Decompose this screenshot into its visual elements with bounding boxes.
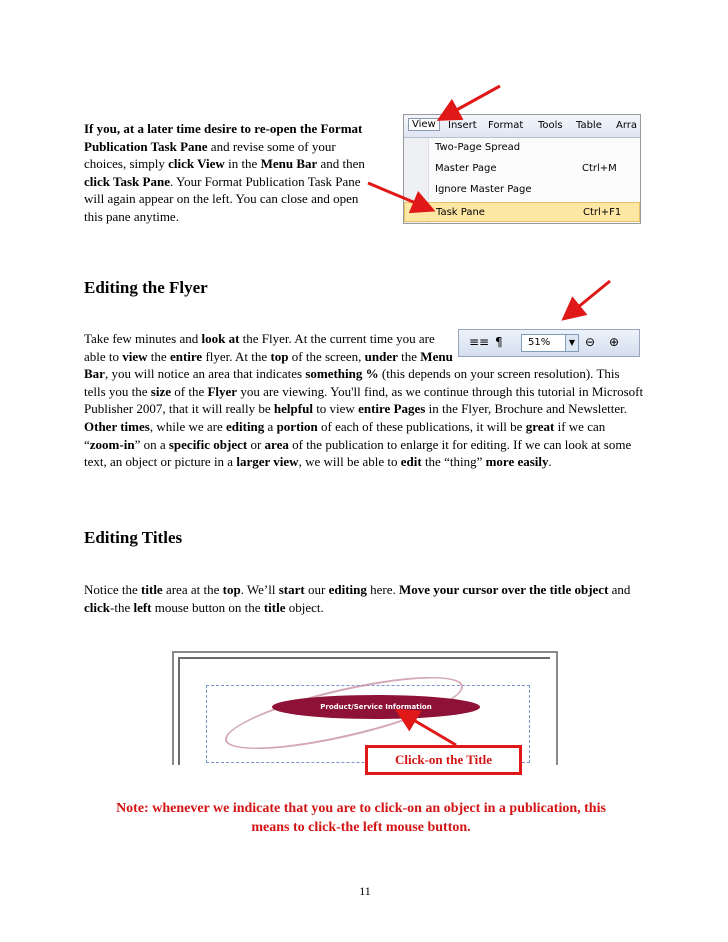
menu-item-shortcut: Ctrl+M	[582, 163, 617, 174]
text-run: something %	[305, 366, 379, 382]
flyer-paragraph	[84, 330, 644, 471]
menu-item-label: Master Page	[435, 163, 497, 174]
menu-item-label: Ignore Master Page	[435, 184, 532, 195]
menu-tools[interactable]: Tools	[538, 120, 563, 131]
menu-insert[interactable]: Insert	[448, 120, 477, 131]
menu-item-master-page[interactable]	[404, 159, 640, 179]
menu-view[interactable]: View	[408, 118, 440, 131]
text-run: size	[150, 383, 172, 399]
text-run: more easily	[485, 454, 549, 470]
text-run: you are viewing. You'll find, as we continue through this tutorial in Microsoft Publisher 2007, that it will really be	[84, 383, 644, 417]
text-run: look at	[201, 331, 240, 346]
text-run: (this depends on your screen resolution). This tells you the	[84, 366, 620, 399]
text-run: , while we are	[149, 418, 226, 434]
text-run: Notice the	[84, 582, 142, 597]
text-run: ” on a	[134, 436, 169, 452]
text-run: and then	[317, 156, 365, 172]
text-run: if we can “	[84, 418, 606, 452]
titles-paragraph	[84, 581, 644, 616]
text-run: great	[525, 418, 555, 434]
text-run: left	[133, 599, 152, 615]
text-run: . We’ll	[240, 582, 279, 597]
text-run: . Your Format Publication Task Pane will again appear on the left. You can close and open this pane anytime.	[84, 173, 361, 224]
text-run: area at the	[162, 582, 223, 597]
menu-item-ignore-master-page[interactable]	[404, 180, 640, 200]
text-run: Menu Bar	[84, 348, 453, 382]
title-object[interactable]: Product/Service Information	[272, 695, 480, 719]
text-run: editing	[328, 582, 367, 597]
menu-item-shortcut: Ctrl+F1	[583, 207, 622, 218]
text-run: Other times	[84, 418, 150, 434]
text-run: of the	[171, 383, 208, 399]
text-run: the “thing”	[421, 454, 486, 470]
menu-table[interactable]: Table	[576, 120, 602, 131]
zoom-out-icon[interactable]: ⊖	[585, 335, 596, 349]
text-run: or	[247, 436, 265, 452]
text-run: entire Pages	[358, 401, 426, 417]
text-run: Take few minutes and	[84, 331, 202, 346]
text-run: -the	[110, 599, 134, 615]
text-run: editing	[226, 418, 265, 434]
menu-item-task-pane[interactable]	[404, 202, 640, 222]
zoom-level-value: 51%	[528, 337, 551, 348]
text-run: mouse button on the	[151, 599, 264, 615]
menu-item-two-page-spread[interactable]	[404, 138, 640, 158]
columns-icon[interactable]: ≡≡	[469, 335, 490, 349]
text-run: helpful	[273, 401, 313, 417]
text-run: top	[270, 348, 289, 364]
text-run: If you, at a later time desire to re-open the	[84, 121, 321, 136]
text-run: click Task Pane	[84, 173, 170, 189]
text-run: to view	[312, 401, 359, 417]
text-run: area	[264, 436, 289, 452]
text-run: title	[263, 599, 286, 615]
text-run: object.	[285, 599, 324, 615]
text-run: larger view	[236, 454, 299, 470]
text-run: start	[278, 582, 305, 597]
menu-item-label: Task Pane	[436, 207, 485, 218]
text-run: top	[222, 582, 241, 597]
text-run: in the	[224, 156, 261, 172]
text-run: the	[147, 348, 170, 364]
arrow-to-zoom	[566, 281, 610, 317]
text-run: view	[122, 348, 148, 364]
text-run: flyer. At the	[202, 348, 271, 364]
text-run: here.	[366, 582, 400, 597]
text-run: click View	[168, 156, 225, 172]
view-menu-screenshot	[403, 114, 641, 224]
text-run: a	[264, 418, 277, 434]
text-run: Menu Bar	[260, 156, 318, 172]
text-run: .	[548, 454, 552, 470]
pilcrow-icon[interactable]: ¶	[495, 335, 503, 349]
task-pane-instructions	[84, 120, 380, 226]
text-run: in the Flyer, Brochure and Newsletter.	[425, 401, 628, 417]
text-run: of each of these publications, it will be	[317, 418, 526, 434]
text-run: title	[141, 582, 163, 597]
heading-editing-flyer: Editing the Flyer	[84, 278, 208, 297]
text-run: entire	[169, 348, 203, 364]
text-run: zoom-in	[89, 436, 135, 452]
text-run: Format Publication Task Pane	[84, 121, 363, 154]
menu-bar	[404, 115, 640, 138]
text-run: and revise some of your choices, simply	[84, 138, 336, 172]
menu-format[interactable]: Format	[488, 120, 524, 131]
toolbar-wrap-spacer	[454, 330, 644, 364]
menu-item-label: Two-Page Spread	[435, 142, 521, 153]
text-run: the Flyer. At the current time you are able to	[84, 331, 435, 364]
page-number: 11	[359, 884, 371, 898]
zoom-in-icon[interactable]: ⊕	[609, 335, 620, 349]
text-run: edit	[400, 454, 422, 470]
text-run: the	[397, 348, 421, 364]
text-run: click	[84, 599, 110, 615]
text-run: of the screen,	[288, 348, 365, 364]
heading-editing-titles: Editing Titles	[84, 528, 183, 547]
text-run: Move your cursor over the title object	[399, 582, 609, 597]
chevron-down-icon[interactable]: ▼	[565, 335, 578, 351]
text-run: Flyer	[207, 383, 238, 399]
text-run: and	[608, 582, 631, 597]
note-left-click: Note: whenever we indicate that you are to click-on an object in a publication, this means to click-the left mouse button.	[116, 801, 606, 835]
menu-arrange[interactable]: Arra	[616, 120, 638, 131]
text-run: , we will be able to	[298, 454, 401, 470]
click-title-callout: Click-on the Title	[365, 745, 522, 775]
text-run: , you will notice an area that indicates	[104, 366, 306, 382]
text-run: under	[364, 348, 398, 364]
text-run: specific object	[168, 436, 248, 452]
text-run: our	[304, 582, 329, 597]
text-run: portion	[276, 418, 318, 434]
text-run: of the publication to enlarge it for editing. If we can look at some text, an object or picture in a	[84, 436, 632, 470]
